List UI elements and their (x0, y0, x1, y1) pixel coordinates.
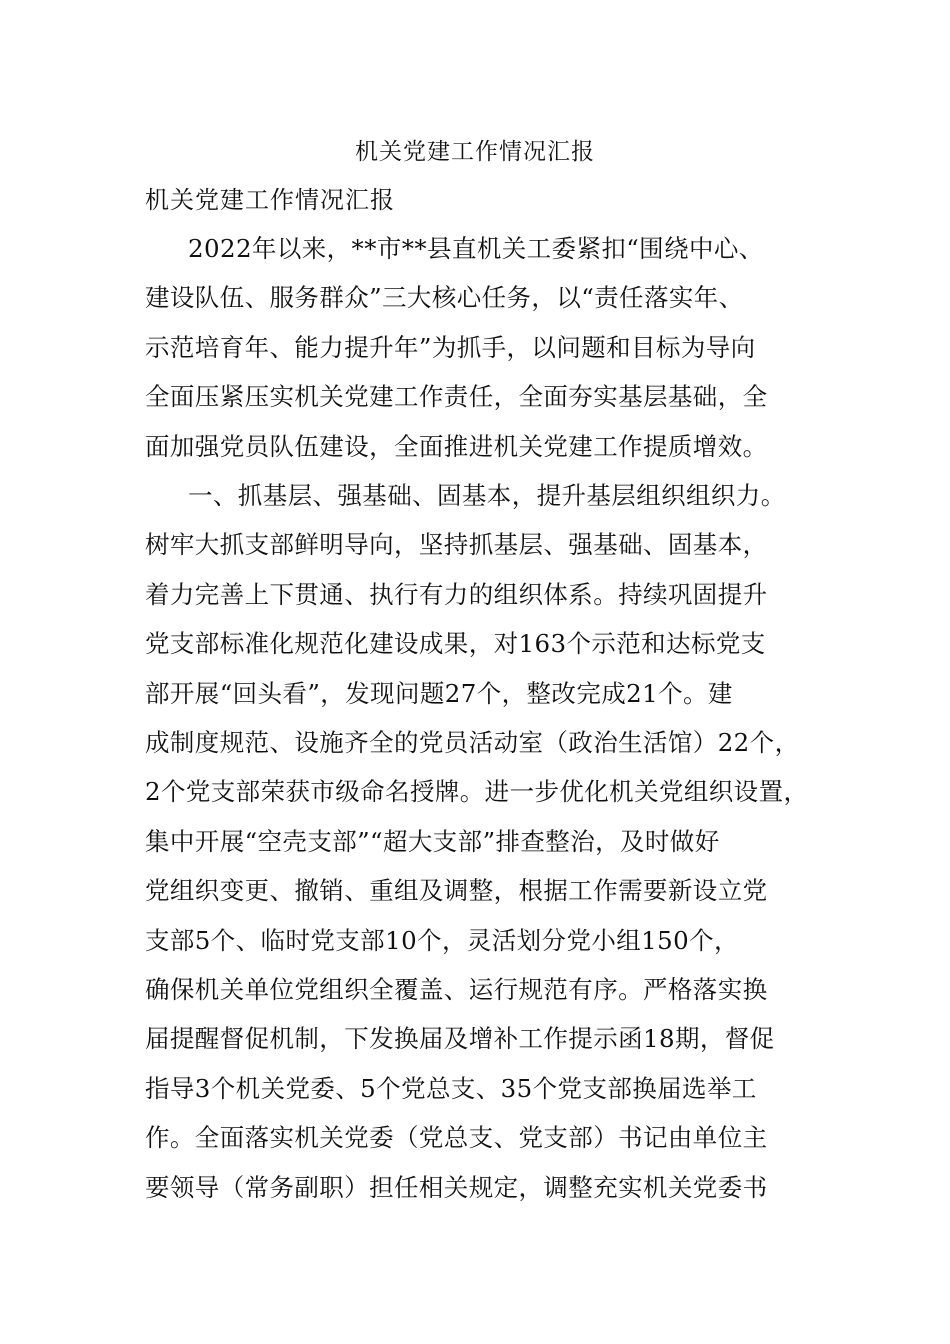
body-line: 全面压紧压实机关党建工作责任，全面夯实基层基础，全 (145, 382, 768, 411)
body-line: 确保机关单位党组织全覆盖、运行规范有序。严格落实换 (145, 975, 768, 1004)
body-line: 集中开展“空壳支部”“超大支部”排查整治，及时做好 (145, 827, 720, 856)
body-line: 2个党支部荣获市级命名授牌。进一步优化机关党组织设置， (145, 777, 809, 806)
body-line: 要领导（常务副职）担任相关规定，调整充实机关党委书 (145, 1173, 768, 1202)
body-line: 党组织变更、撤销、重组及调整，根据工作需要新设立党 (145, 876, 768, 905)
body-line: 面加强党员队伍建设，全面推进机关党建工作提质增效。 (145, 432, 768, 461)
document-subtitle: 机关党建工作情况汇报 (145, 186, 395, 214)
body-line: 示范培育年、能力提升年”为抓手，以问题和目标为导向 (145, 333, 756, 362)
body-line: 成制度规范、设施齐全的党员活动室（政治生活馆）22个， (145, 728, 800, 757)
body-line: 一、抓基层、强基础、固基本，提升基层组织组织力。 (188, 481, 786, 510)
body-line: 届提醒督促机制，下发换届及增补工作提示函18期，督促 (145, 1024, 775, 1053)
body-line: 着力完善上下贯通、执行有力的组织体系。持续巩固提升 (145, 580, 768, 609)
body-line: 树牢大抓支部鲜明导向，坚持抓基层、强基础、固基本， (145, 530, 768, 559)
body-line: 部开展“回头看”，发现问题27个，整改完成21个。建 (145, 679, 733, 708)
body-line: 党支部标准化规范化建设成果，对163个示范和达标党支 (145, 629, 766, 658)
body-line: 建设队伍、服务群众”三大核心任务，以“责任落实年、 (145, 283, 744, 312)
body-line: 指导3个机关党委、5个党总支、35个党支部换届选举工 (145, 1074, 757, 1103)
body-line: 支部5个、临时党支部10个，灵活划分党小组150个， (145, 926, 739, 955)
body-line: 作。全面落实机关党委（党总支、党支部）书记由单位主 (145, 1123, 768, 1152)
document-title: 机关党建工作情况汇报 (355, 139, 595, 165)
body-line: 2022年以来，**市**县直机关工委紧扣“围绕中心、 (188, 234, 764, 263)
